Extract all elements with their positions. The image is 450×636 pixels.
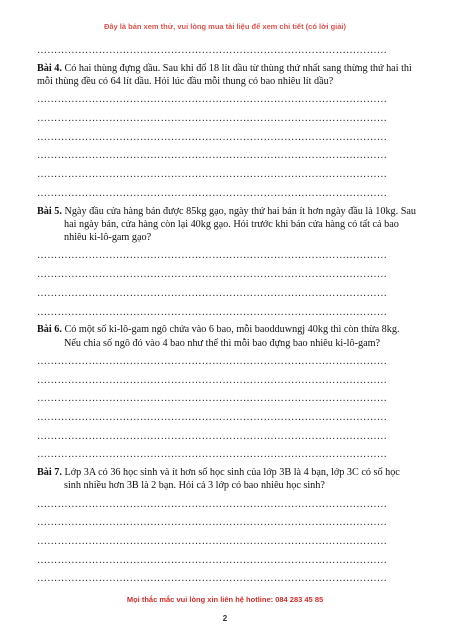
worksheet-content	[37, 42, 417, 589]
problem-label: Bài 5.	[37, 205, 62, 217]
problem-text: Lớp 3A có 36 học sinh và ít hơn số học sinh của lớp 3B là 4 bạn, lớp 3C có số học sinh nhiều hơn 3B là 2 bạn. Hỏi cả 3 lớp có bao nhiêu học sinh?	[64, 467, 400, 492]
answer-line: …………………………………………………………………………………………	[37, 169, 388, 181]
answer-line: …………………………………………………………………………………………	[37, 306, 388, 318]
preview-notice: Đây là bản xem thử, vui lòng mua tài liệu để xem chi tiết (có lời giải)	[103, 22, 347, 31]
answer-line: …………………………………………………………………………………………	[37, 355, 388, 367]
answer-line: …………………………………………………………………………………………	[37, 187, 388, 199]
answer-line: …………………………………………………………………………………………	[37, 131, 388, 143]
problem-5	[37, 205, 417, 245]
problem-4	[37, 62, 417, 89]
answer-line: …………………………………………………………………………………………	[37, 45, 388, 56]
problem-label: Bài 7.	[37, 467, 62, 479]
answer-line: …………………………………………………………………………………………	[37, 573, 388, 585]
answer-line: …………………………………………………………………………………………	[37, 393, 388, 405]
answer-line: …………………………………………………………………………………………	[37, 517, 388, 529]
problem-6	[37, 323, 417, 350]
hotline-notice: Mọi thắc mắc vui lòng xin liên hệ hotline: 084 283 45 85	[126, 595, 324, 604]
answer-line: …………………………………………………………………………………………	[37, 449, 388, 461]
answer-line: …………………………………………………………………………………………	[37, 287, 388, 299]
problem-text: Có một số ki-lô-gam ngô chứa vào 6 bao, mỗi baodduwngj 40kg thì còn thừa 8kg. Nếu chia số ngô đó vào 4 bao như thế thì mỗi bao đựng bao nhiêu ki-lô-gam?	[64, 324, 400, 349]
page-number: 2	[222, 614, 228, 623]
problem-7	[37, 466, 417, 493]
problem-text: Có hai thùng đựng dầu. Sau khi đổ 18 lít dầu từ thùng thứ nhất sang thừng thứ hai thì mỗi thùng đều có 64 lít dầu. Hỏi lúc đầu mỗi thung có bao nhiêu lít dầu?	[37, 62, 412, 87]
problem-label: Bài 4.	[37, 62, 62, 74]
answer-line: …………………………………………………………………………………………	[37, 498, 388, 510]
answer-line: …………………………………………………………………………………………	[37, 94, 388, 106]
answer-line: …………………………………………………………………………………………	[37, 430, 388, 442]
answer-line: …………………………………………………………………………………………	[37, 554, 388, 566]
answer-line: …………………………………………………………………………………………	[37, 113, 388, 124]
answer-line: …………………………………………………………………………………………	[37, 374, 388, 386]
answer-line: …………………………………………………………………………………………	[37, 150, 388, 162]
answer-line: …………………………………………………………………………………………	[37, 250, 388, 262]
answer-line: …………………………………………………………………………………………	[37, 411, 388, 423]
answer-line: …………………………………………………………………………………………	[37, 536, 388, 548]
answer-line: …………………………………………………………………………………………	[37, 269, 388, 281]
problem-label: Bài 6.	[37, 324, 62, 336]
problem-text: Ngày đầu cửa hàng bán được 85kg gạo, ngày thứ hai bán ít hơn ngày đầu là 10kg. Sau hai ngày bán, cửa hàng còn lại 40kg gạo. Hỏi trước khi bán cửa hàng có tất cả bao nhiêu ki-lô-gam gạo?	[64, 205, 417, 244]
